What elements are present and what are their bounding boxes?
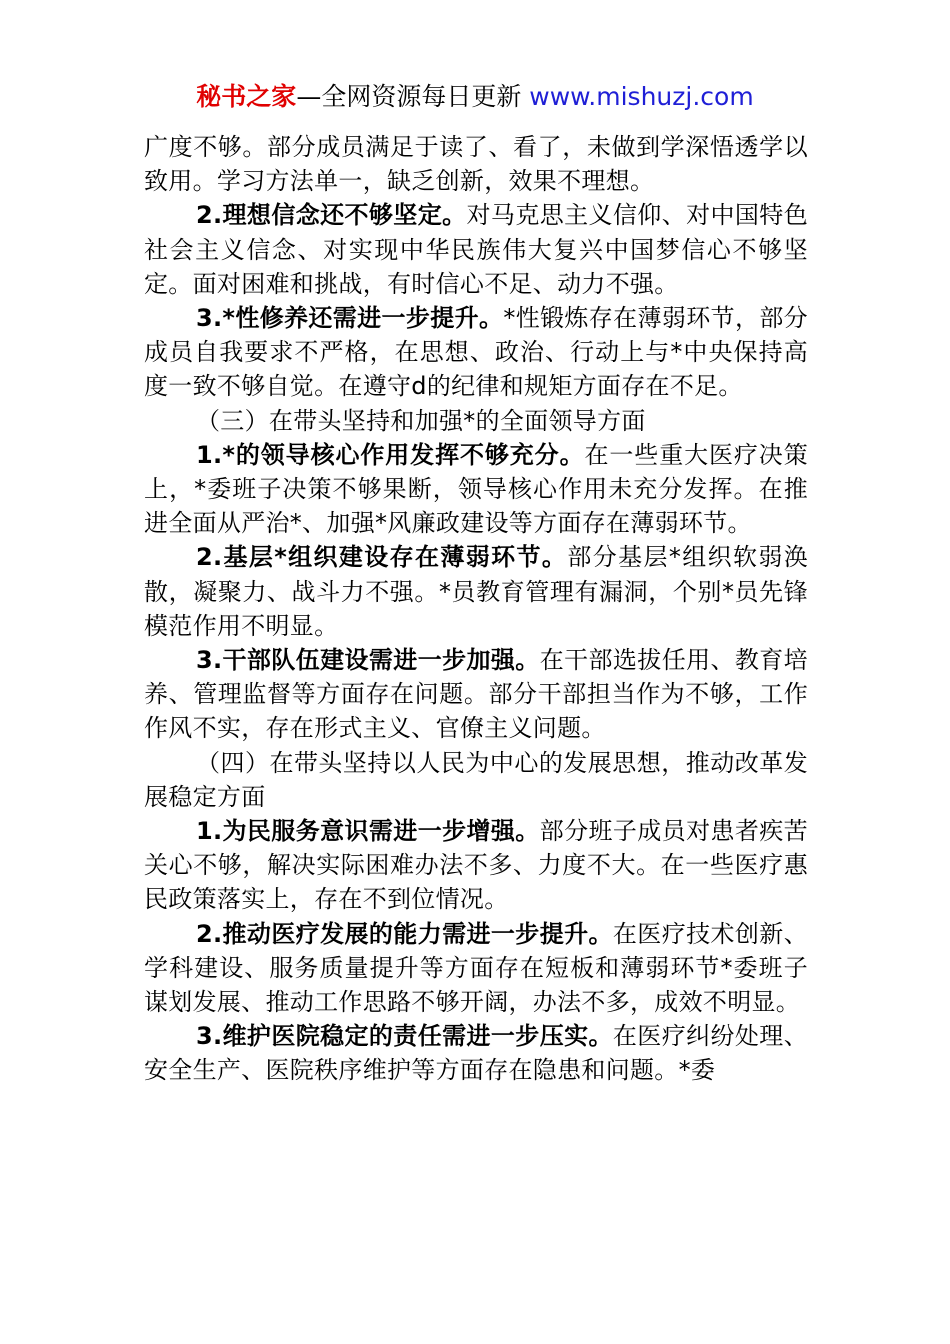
paragraph-9: [144, 814, 808, 917]
paragraph-2: [144, 198, 808, 301]
paragraph-text: 部分基层*组织软弱涣散，凝聚力、战斗力不强。*员教育管理有漏洞，个别*员先锋模范作用不明显。: [144, 543, 808, 640]
paragraph-heading: 2.基层*组织建设存在薄弱环节。: [196, 543, 568, 572]
paragraph-heading: 3.*性修养还需进一步提升。: [196, 304, 504, 333]
paragraph-text: 对马克思主义信仰、对中国特色社会主义信念、对实现中华民族伟大复兴中国梦信心不够坚定。面对困难和挑战，有时信心不足、动力不强。: [144, 201, 809, 298]
paragraph-6: [144, 540, 808, 643]
paragraph-heading: 3.干部队伍建设需进一步加强。: [196, 646, 540, 675]
paragraph-heading: 1.为民服务意识需进一步增强。: [196, 817, 540, 846]
document-body: [144, 130, 808, 1088]
paragraph-text: 在一些重大医疗决策上，*委班子决策不够果断，领导核心作用未充分发挥。在推进全面从严治*、加强*风廉政建设等方面存在薄弱环节。: [144, 440, 808, 538]
paragraph-text: 在医疗技术创新、学科建设、服务质量提升等方面存在短板和薄弱环节*委班子谋划发展、推动工作思路不够开阔，办法不多，成效不明显。: [144, 919, 808, 1017]
section-heading-4: [144, 746, 808, 814]
paragraph-text: 部分班子成员对患者疾苦关心不够，解决实际困难办法不多、力度不大。在一些医疗惠民政策落实上，存在不到位情况。: [144, 817, 808, 914]
site-header: [0, 80, 950, 114]
paragraph-text: *性锻炼存在薄弱环节，部分成员自我要求不严格，在思想、政治、行动上与*中央保持高度一致不够自觉。在遵守d的纪律和规矩方面存在不足。: [144, 304, 808, 401]
paragraph-text: 在干部选拔任用、教育培养、管理监督等方面存在问题。部分干部担当作为不够，工作作风不实，存在形式主义、官僚主义问题。: [144, 646, 808, 743]
section-heading-3: [144, 404, 808, 438]
paragraph-text: （三）在带头坚持和加强*的全面领导方面: [196, 406, 646, 435]
site-brand: 秘书之家: [196, 82, 297, 111]
paragraph-5: [144, 438, 808, 541]
paragraph-10: [144, 917, 808, 1020]
paragraph-3: [144, 301, 808, 404]
site-tagline: —全网资源每日更新: [296, 82, 530, 111]
paragraph-heading: 2.推动医疗发展的能力需进一步提升。: [196, 919, 613, 948]
paragraph-text: 在医疗纠纷处理、安全生产、医院秩序维护等方面存在隐患和问题。*委: [144, 1022, 808, 1085]
paragraph-text: （四）在带头坚持以人民为中心的发展思想，推动改革发展稳定方面: [144, 748, 808, 811]
paragraph-11: [144, 1019, 808, 1087]
paragraph-heading: 1.*的领导核心作用发挥不够充分。: [196, 440, 585, 469]
site-url-link[interactable]: www.mishuzj.com: [529, 82, 754, 111]
paragraph-7: [144, 643, 808, 746]
paragraph-text: 广度不够。部分成员满足于读了、看了，未做到学深悟透学以致用。学习方法单一，缺乏创新，效果不理想。: [144, 133, 808, 196]
paragraph-heading: 2.理想信念还不够坚定。: [196, 201, 467, 230]
paragraph-heading: 3.维护医院稳定的责任需进一步压实。: [196, 1022, 613, 1051]
paragraph-1: [144, 130, 808, 198]
